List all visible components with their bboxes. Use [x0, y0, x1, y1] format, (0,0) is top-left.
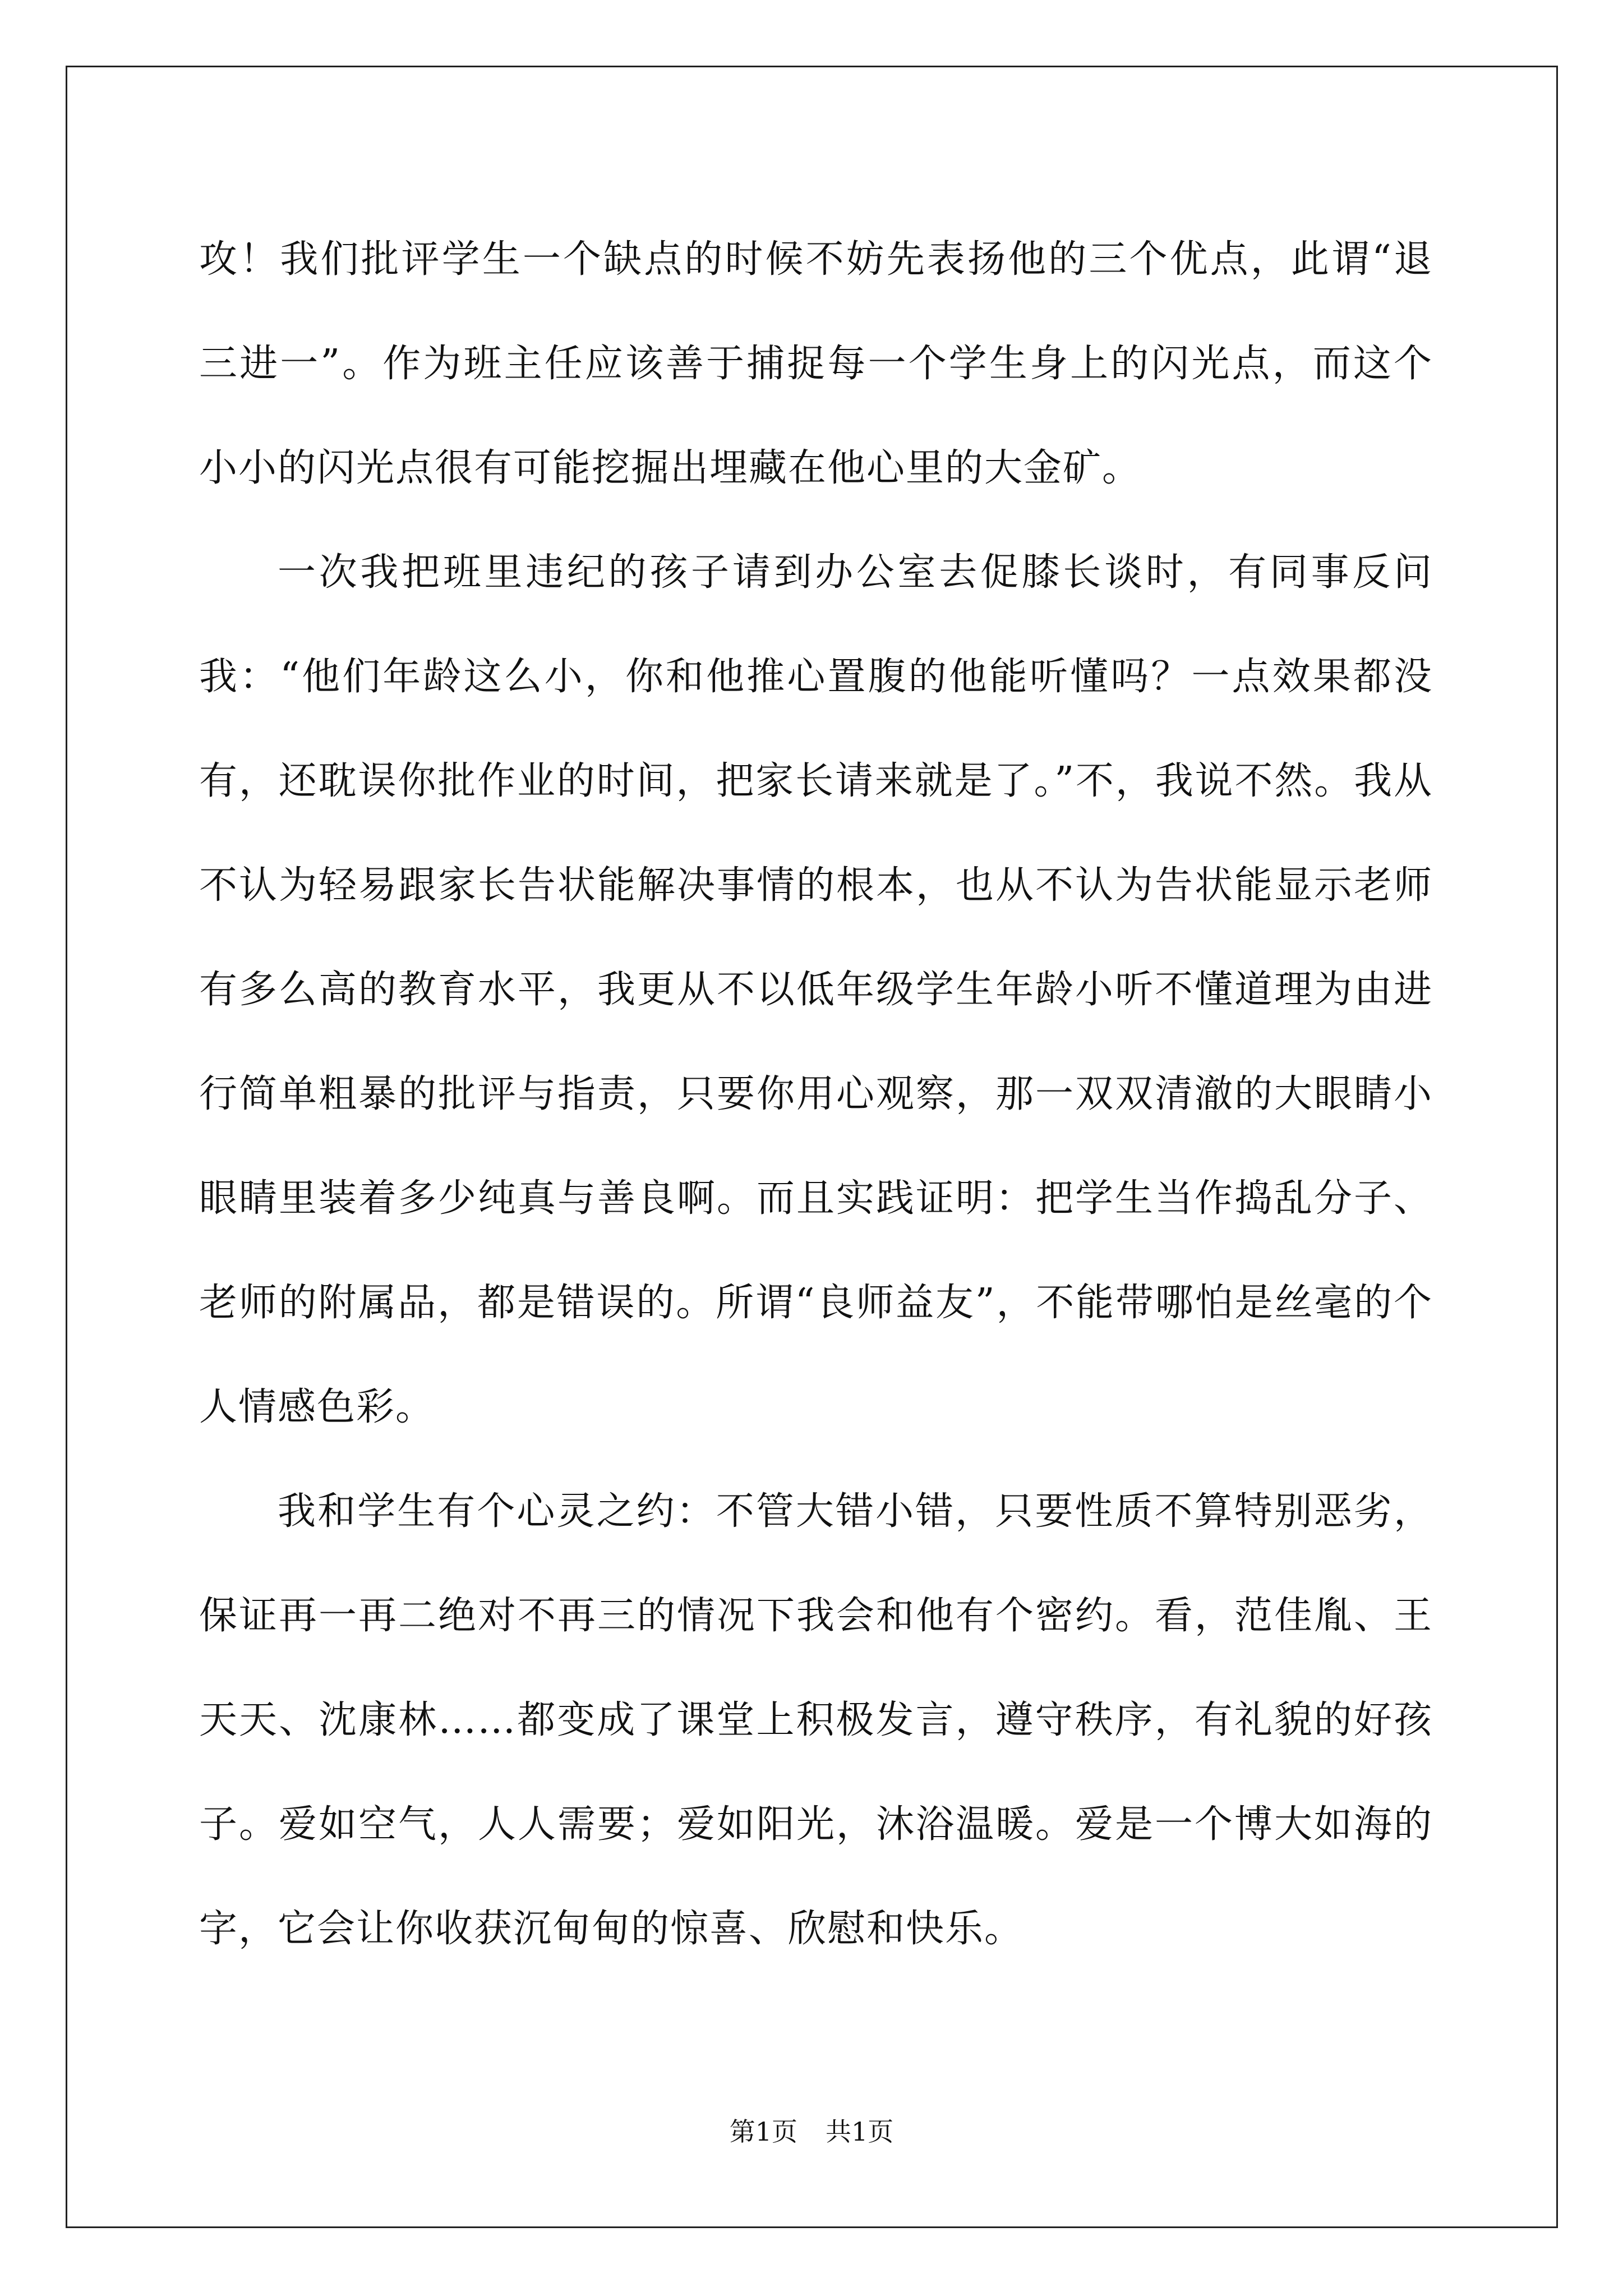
page-number-total: 共1页 — [826, 2116, 894, 2147]
page-number-current: 第1页 — [729, 2116, 797, 2147]
paragraph-3: 我和学生有个心灵之约：不管大错小错，只要性质不算特别恶劣，保证再一再二绝对不再三的情况下我会和他有个密约。看，范佳胤、王天天、沈康林……都变成了课堂上积极发言，遵守秩序，有礼貌的好孩子。爱如空气，人人需要；爱如阳光，沐浴温暖。爱是一个博大如海的字，它会让你收获沉甸甸的惊喜、欣慰和快乐。 — [199, 1489, 1433, 1951]
document-body — [199, 208, 1433, 1981]
paragraph-2: 一次我把班里违纪的孩子请到办公室去促膝长谈时，有同事反问我：“他们年龄这么小，你和他推心置腹的他能听懂吗？一点效果都没有，还耽误你批作业的时间，把家长请来就是了。”不，我说不然。我从不认为轻易跟家长告状能解决事情的根本，也从不认为告状能显示老师有多么高的教育水平，我更从不以低年级学生年龄小听不懂道理为由进行简单粗暴的批评与指责，只要你用心观察，那一双双清澈的大眼睛小眼睛里装着多少纯真与善良啊。而且实践证明：把学生当作捣乱分子、老师的附属品，都是错误的。所谓“良师益友”，不能带哪怕是丝毫的个人情感色彩。 — [199, 550, 1433, 1429]
paragraph-1: 攻！我们批评学生一个缺点的时候不妨先表扬他的三个优点，此谓“退三进一”。作为班主任应该善于捕捉每一个学生身上的闪光点，而这个小小的闪光点很有可能挖掘出埋藏在他心里的大金矿。 — [199, 237, 1433, 490]
page-footer — [0, 2115, 1623, 2148]
